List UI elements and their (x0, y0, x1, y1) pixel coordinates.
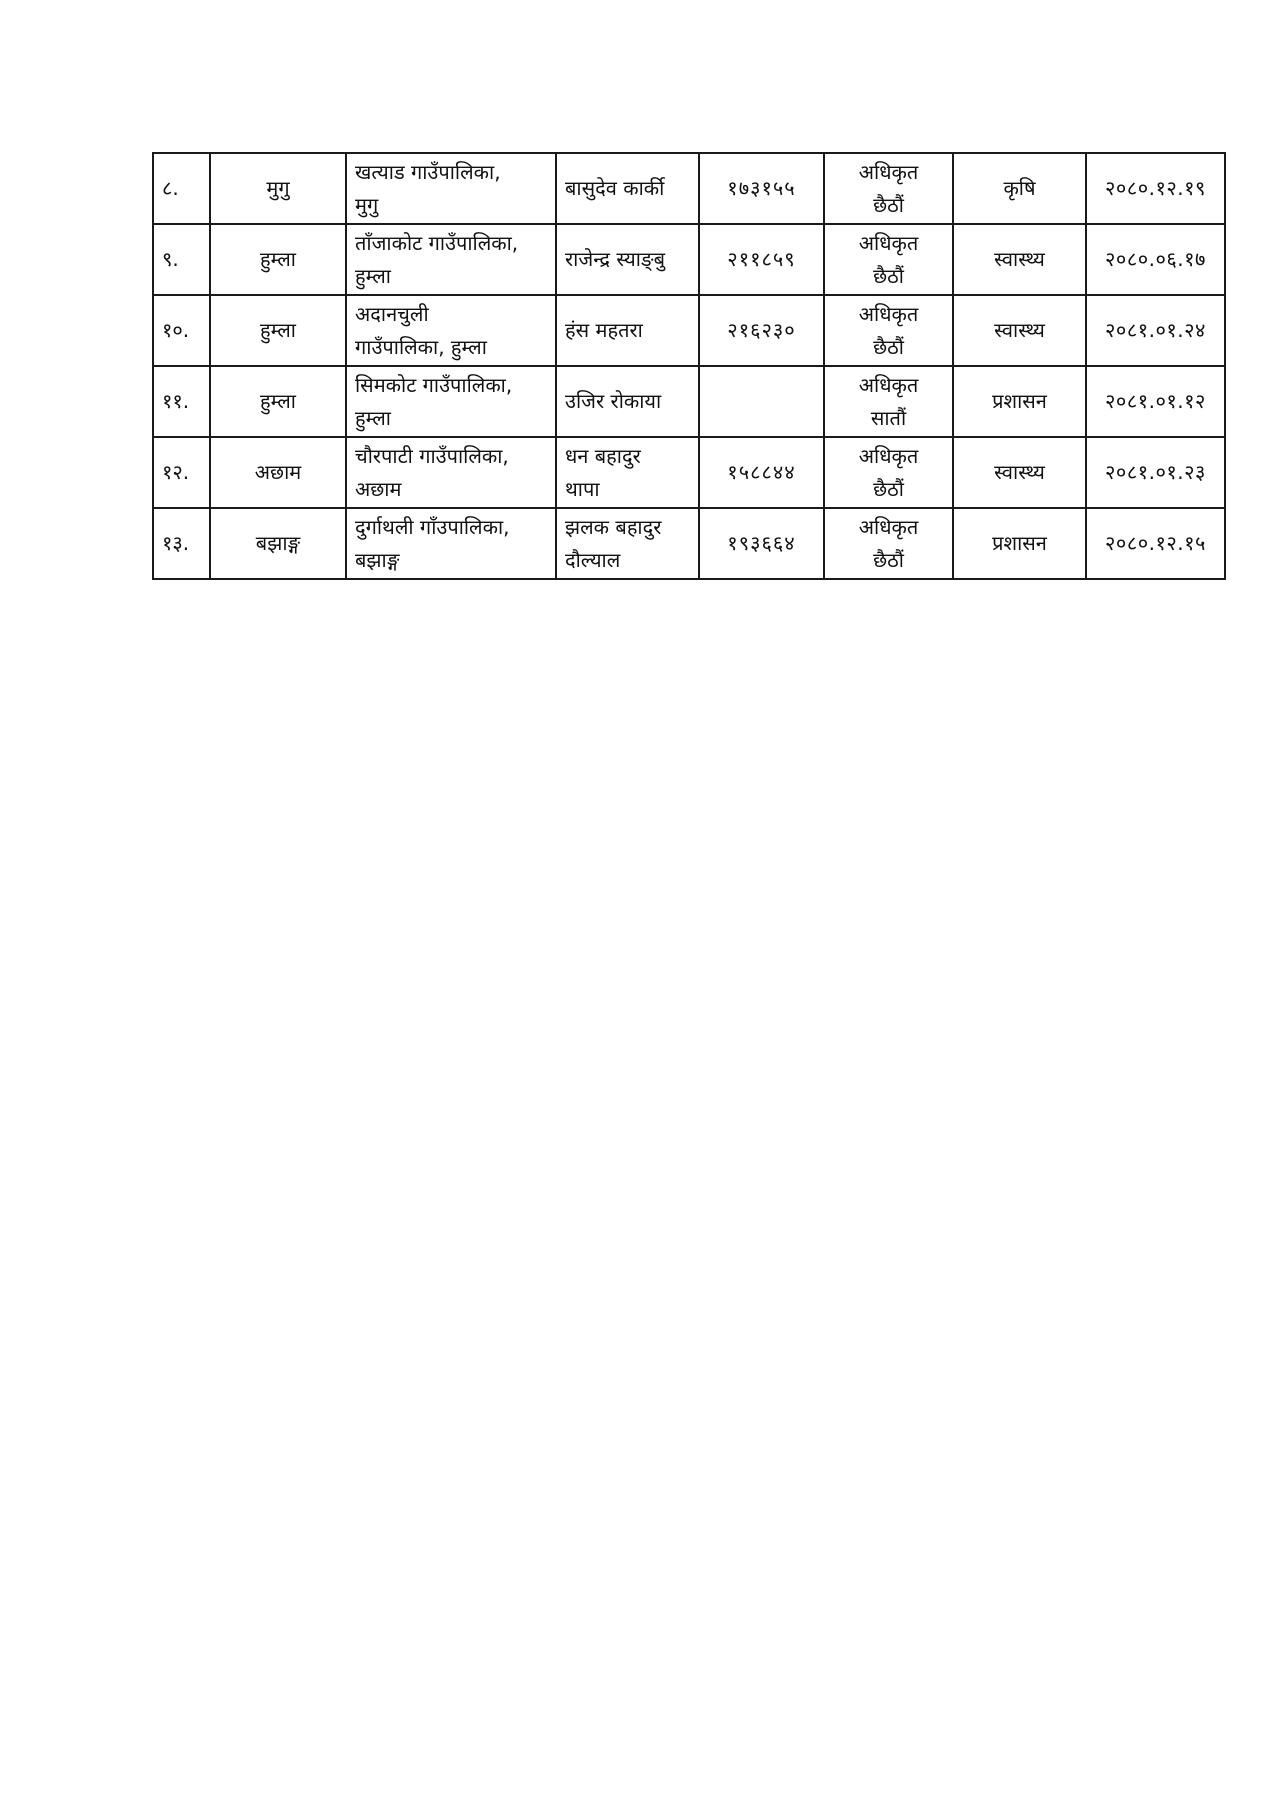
district-cell: अछाम (210, 437, 346, 508)
office-cell (346, 224, 556, 295)
office-line: चौरपाटी गाउँपालिका, (355, 443, 509, 468)
serial-number-cell: १२. (153, 437, 210, 508)
date-cell: २०८१.०१.२४ (1086, 295, 1225, 366)
office-cell (346, 366, 556, 437)
level-line: छैठौं (873, 547, 904, 572)
district-cell: हुम्ला (210, 224, 346, 295)
level-cell (824, 224, 953, 295)
employee-name-line: हंस महतरा (565, 318, 643, 342)
district-cell: हुम्ला (210, 366, 346, 437)
date-cell: २०८०.०६.१७ (1086, 224, 1225, 295)
serial-number-cell: ११. (153, 366, 210, 437)
office-line: बझाङ्ग (355, 547, 400, 572)
level-line: अधिकृत (858, 301, 919, 326)
employee-code-cell: १९३६६४ (699, 508, 824, 579)
employee-code-cell (699, 366, 824, 437)
employee-name-cell (556, 508, 699, 579)
table-row (153, 437, 1225, 508)
employee-name-line: दौल्याल (565, 547, 621, 572)
service-cell: स्वास्थ्य (953, 437, 1086, 508)
office-line: सिमकोट गाउँपालिका, (355, 372, 513, 397)
office-line: मुगु (355, 192, 379, 217)
date-cell: २०८०.१२.१९ (1086, 153, 1225, 224)
table-row (153, 508, 1225, 579)
employee-name-line: थापा (565, 476, 600, 501)
employee-name-cell (556, 366, 699, 437)
employee-code-cell: १५८८४४ (699, 437, 824, 508)
level-cell (824, 437, 953, 508)
level-cell (824, 366, 953, 437)
level-cell (824, 508, 953, 579)
date-cell: २०८१.०१.२३ (1086, 437, 1225, 508)
level-line: अधिकृत (858, 159, 919, 184)
office-line: अदानचुली (355, 301, 429, 326)
employee-name-line: बासुदेव कार्की (565, 176, 665, 200)
employee-name-line: झलक बहादुर (565, 514, 662, 539)
serial-number-cell: ९. (153, 224, 210, 295)
office-line: खत्याड गाउँपालिका, (355, 159, 501, 184)
office-cell (346, 153, 556, 224)
records-table (152, 152, 1226, 580)
table-row (153, 224, 1225, 295)
date-cell: २०८०.१२.१५ (1086, 508, 1225, 579)
service-cell: स्वास्थ्य (953, 295, 1086, 366)
serial-number-cell: १३. (153, 508, 210, 579)
level-line: अधिकृत (858, 230, 919, 255)
level-line: अधिकृत (858, 514, 919, 539)
office-line: दुर्गाथली गाँउपालिका, (355, 514, 510, 539)
level-line: अधिकृत (858, 372, 919, 397)
employee-name-line: राजेन्द्र स्याङ्बु (565, 247, 666, 271)
level-cell (824, 153, 953, 224)
level-cell (824, 295, 953, 366)
district-cell: हुम्ला (210, 295, 346, 366)
employee-code-cell: १७३१५५ (699, 153, 824, 224)
office-cell (346, 437, 556, 508)
employee-code-cell: २११८५९ (699, 224, 824, 295)
service-cell: प्रशासन (953, 366, 1086, 437)
employee-name-line: उजिर रोकाया (565, 389, 662, 413)
service-cell: कृषि (953, 153, 1086, 224)
employee-code-cell: २१६२३० (699, 295, 824, 366)
service-cell: प्रशासन (953, 508, 1086, 579)
level-line: सातौं (870, 405, 907, 430)
employee-name-cell (556, 153, 699, 224)
office-line: अछाम (355, 476, 402, 501)
date-cell: २०८१.०१.१२ (1086, 366, 1225, 437)
level-line: अधिकृत (858, 443, 919, 468)
records-table-body (153, 153, 1225, 579)
office-line: हुम्ला (355, 405, 391, 430)
table-row (153, 153, 1225, 224)
serial-number-cell: १०. (153, 295, 210, 366)
office-line: हुम्ला (355, 263, 391, 288)
office-line: गाउँपालिका, हुम्ला (355, 334, 487, 359)
table-row (153, 295, 1225, 366)
level-line: छैठौं (873, 334, 904, 359)
district-cell: बझाङ्ग (210, 508, 346, 579)
level-line: छैठौं (873, 476, 904, 501)
table-row (153, 366, 1225, 437)
office-cell (346, 508, 556, 579)
employee-name-cell (556, 437, 699, 508)
office-cell (346, 295, 556, 366)
level-line: छैठौं (873, 192, 904, 217)
office-line: ताँजाकोट गाउँपालिका, (355, 230, 519, 255)
employee-name-cell (556, 224, 699, 295)
service-cell: स्वास्थ्य (953, 224, 1086, 295)
serial-number-cell: ८. (153, 153, 210, 224)
employee-name-cell (556, 295, 699, 366)
employee-name-line: धन बहादुर (565, 443, 641, 468)
district-cell: मुगु (210, 153, 346, 224)
level-line: छैठौं (873, 263, 904, 288)
